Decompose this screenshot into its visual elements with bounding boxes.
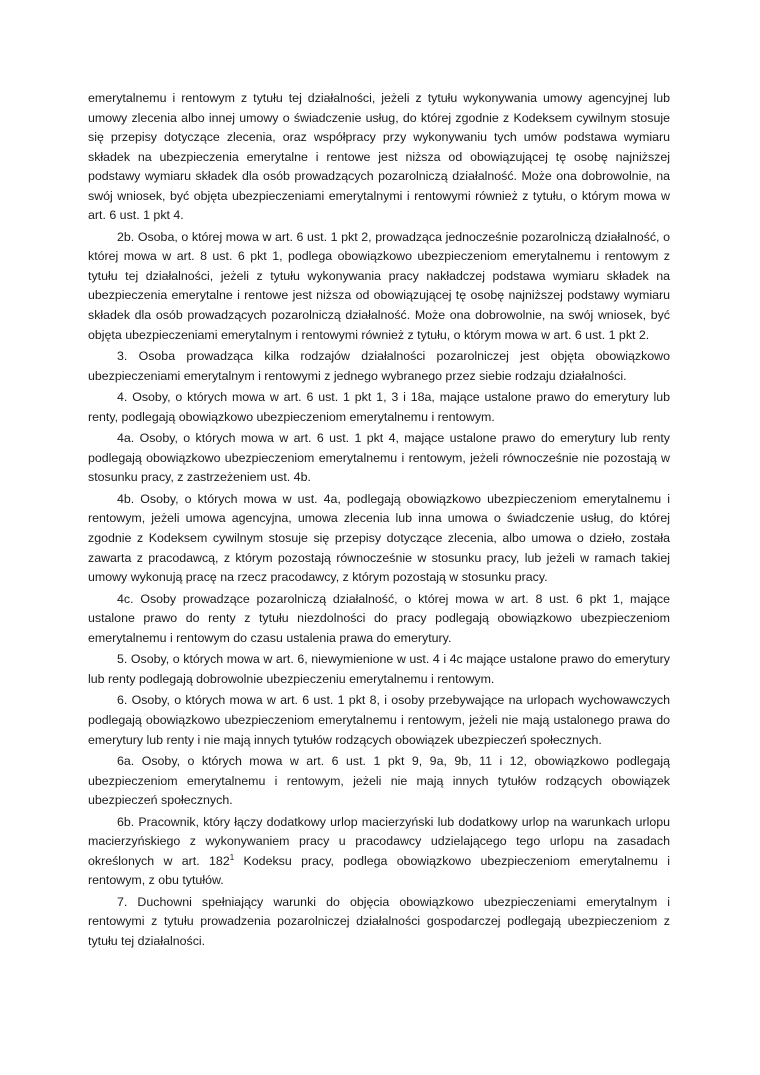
- paragraph-2b: 2b. Osoba, o której mowa w art. 6 ust. 1 pkt 2, prowadząca jednocześnie pozarolniczą działalność, o której mowa w art. 8 ust. 6 pkt 1, podlega obowiązkowo ubezpieczeniom emerytalnemu i rentowym z tytułu tej działalności, jeżeli z tytułu wykonywania pracy nakładczej podstawa wymiaru składek na ubezpieczenia emerytalne i rentowe jest niższa od obowiązującej tę osobę najniższej podstawy wymiaru składek dla osób prowadzących pozarolniczą działalność. Może ona dobrowolnie, na swój wniosek, być objęta ubezpieczeniami emerytalnym i rentowymi również z tytułu, o którym mowa w art. 6 ust. 1 pkt 2.: [88, 229, 670, 342]
- paragraph-6b-text-before: 6b. Pracownik, który łączy dodatkowy urlop macierzyński lub dodatkowy urlop na warunkach urlopu macierzyńskiego z wykonywaniem pracy u pracodawcy udzielającego tego urlopu na zasadach określonych w art. 182: [88, 814, 670, 868]
- paragraph-4: 4. Osoby, o których mowa w art. 6 ust. 1 pkt 1, 3 i 18a, mające ustalone prawo do emerytury lub renty, podlegają obowiązkowo ubezpieczeniom emerytalnemu i rentowym.: [88, 390, 670, 424]
- document-page: [88, 89, 670, 952]
- paragraph-6: 6. Osoby, o których mowa w art. 6 ust. 1 pkt 8, i osoby przebywające na urlopach wychowawczych podlegają obowiązkowo ubezpieczeniom emerytalnemu i rentowym, jeżeli nie mają ustalonego prawa do emerytury lub renty i nie mają innych tytułów rodzących obowiązek ubezpieczeń społecznych.: [88, 693, 670, 747]
- paragraph-6b-text-after: Kodeksu pracy, podlega obowiązkowo ubezpieczeniom emerytalnemu i rentowym, z obu tytułów.: [88, 853, 670, 888]
- paragraph-4c: 4c. Osoby prowadzące pozarolniczą działalność, o której mowa w art. 8 ust. 6 pkt 1, mające ustalone prawo do renty z tytułu niezdolności do pracy podlegają obowiązkowo ubezpieczeniom emerytalnemu i rentowym do czasu ustalenia prawa do emerytury.: [88, 591, 670, 645]
- paragraph-3: 3. Osoba prowadząca kilka rodzajów działalności pozarolniczej jest objęta obowiązkowo ubezpieczeniami emerytalnym i rentowymi z jednego wybranego przez siebie rodzaju działalności.: [88, 349, 670, 383]
- paragraph-5: 5. Osoby, o których mowa w art. 6, niewymienione w ust. 4 i 4c mające ustalone prawo do emerytury lub renty podlegają dobrowolnie ubezpieczeniu emerytalnemu i rentowym.: [88, 652, 670, 686]
- paragraph-continuation: emerytalnemu i rentowym z tytułu tej działalności, jeżeli z tytułu wykonywania umowy agencyjnej lub umowy zlecenia albo innej umowy o świadczenie usług, do której zgodnie z Kodeksem cywilnym stosuje się przepisy dotyczące zlecenia, oraz współpracy przy wykonywaniu tych umów podstawa wymiaru składek na ubezpieczenia emerytalne i rentowe jest niższa od obowiązującej tę osobę najniższej podstawy wymiaru składek dla osób prowadzących pozarolniczą działalność. Może ona dobrowolnie, na swój wniosek, być objęta ubezpieczeniami emerytalnymi i rentowymi również z tytułu, o którym mowa w art. 6 ust. 1 pkt 4.: [88, 91, 670, 223]
- paragraph-6a: 6a. Osoby, o których mowa w art. 6 ust. 1 pkt 9, 9a, 9b, 11 i 12, obowiązkowo podlegają ubezpieczeniom emerytalnemu i rentowym, jeżeli nie mają innych tytułów rodzących obowiązek ubezpieczeń społecznych.: [88, 754, 670, 808]
- paragraph-6b: [88, 813, 670, 891]
- paragraph-4a: 4a. Osoby, o których mowa w art. 6 ust. 1 pkt 4, mające ustalone prawo do emerytury lub renty podlegają obowiązkowo ubezpieczeniom emerytalnemu i rentowym, jeżeli równocześnie nie pozostają w stosunku pracy, z zastrzeżeniem ust. 4b.: [88, 431, 670, 485]
- paragraph-4b: 4b. Osoby, o których mowa w ust. 4a, podlegają obowiązkowo ubezpieczeniom emerytalnemu i rentowym, jeżeli umowa agencyjna, umowa zlecenia lub inna umowa o świadczenie usług, do której zgodnie z Kodeksem cywilnym stosuje się przepisy dotyczące zlecenia, albo umowa o dzieło, została zawarta z pracodawcą, z którym pozostają równocześnie w stosunku pracy, lub jeżeli w ramach takiej umowy wykonują pracę na rzecz pracodawcy, z którym pozostają w stosunku pracy.: [88, 491, 670, 585]
- paragraph-7: 7. Duchowni spełniający warunki do objęcia obowiązkowo ubezpieczeniami emerytalnym i rentowymi z tytułu prowadzenia pozarolniczej działalności gospodarczej podlegają ubezpieczeniom z tytułu tej działalności.: [88, 894, 670, 948]
- paragraph-6b-superscript: 1: [229, 852, 235, 862]
